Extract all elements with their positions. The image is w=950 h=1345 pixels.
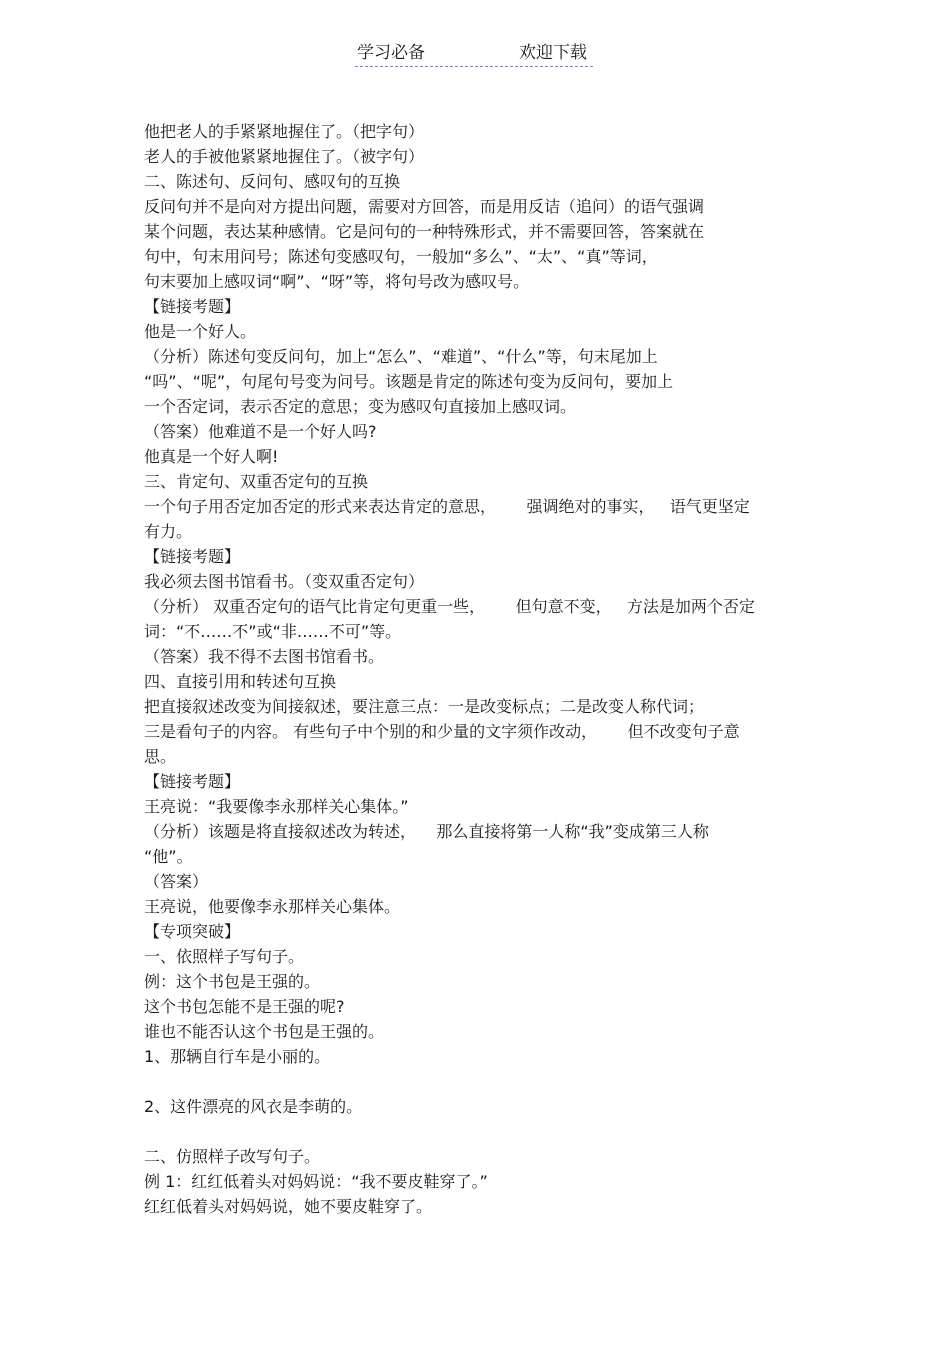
text-line: 句末要加上感叹词“啊”、“呀”等，将句号改为感叹号。 [144, 272, 530, 291]
text-line: 词：“不……不”或“非……不可”等。 [144, 622, 402, 641]
text-line: 我必须去图书馆看书。（变双重否定句） [144, 572, 425, 591]
answer-space [144, 1119, 814, 1144]
text-line: 谁也不能否认这个书包是王强的。 [144, 1022, 385, 1041]
text-line: （分析）该题是将直接叙述改为转述， 那么直接将第一人称“我”变成第三人称 [144, 822, 709, 841]
section-heading: 一、依照样子写句子。 [144, 947, 305, 966]
subsection-heading: 【链接考题】 [144, 547, 241, 566]
text-line: 王亮说，他要像李永那样关心集体。 [144, 897, 401, 916]
text-line: 这个书包怎能不是王强的呢? [144, 997, 345, 1016]
text-line: 例：这个书包是王强的。 [144, 972, 321, 991]
section-heading: 三、肯定句、双重否定句的互换 [144, 472, 369, 491]
text-line: 他把老人的手紧紧地握住了。（把字句） [144, 122, 425, 141]
text-line: （答案）他难道不是一个好人吗? [144, 422, 377, 441]
text-line: （分析）陈述句变反问句，加上“怎么”、“难道”、“什么”等，句末尾加上 [144, 347, 658, 366]
text-line: 思。 [144, 747, 177, 766]
text-line: 他真是一个好人啊! [144, 447, 279, 466]
text-line: 他是一个好人。 [144, 322, 257, 341]
answer-space [144, 1069, 814, 1094]
page-header [355, 40, 593, 67]
text-line: “吗”、“呢”，句尾句号变为问号。该题是肯定的陈述句变为反问句，要加上 [144, 372, 674, 391]
text-line: 一个句子用否定加否定的形式来表达肯定的意思， 强调绝对的事实， 语气更坚定 [144, 497, 750, 516]
exercise-item: 1、那辆自行车是小丽的。 [144, 1047, 331, 1066]
exercise-item: 2、这件漂亮的风衣是李萌的。 [144, 1097, 363, 1116]
document-body [144, 119, 814, 1219]
text-line: 把直接叙述改变为间接叙述，要注意三点：一是改变标点；二是改变人称代词； [144, 697, 705, 716]
subsection-heading: 【链接考题】 [144, 772, 241, 791]
subsection-heading: 【链接考题】 [144, 297, 241, 316]
text-line: （答案）我不得不去图书馆看书。 [144, 647, 385, 666]
text-line: 某个问题，表达某种感情。它是问句的一种特殊形式，并不需要回答，答案就在 [144, 222, 705, 241]
text-line: （分析） 双重否定句的语气比肯定句更重一些， 但句意不变， 方法是加两个否定 [144, 597, 755, 616]
text-line: （答案） [144, 872, 209, 891]
text-line: 红红低着头对妈妈说，她不要皮鞋穿了。 [144, 1197, 433, 1216]
section-heading: 四、直接引用和转述句互换 [144, 672, 337, 691]
text-line: 一个否定词，表示否定的意思；变为感叹句直接加上感叹词。 [144, 397, 577, 416]
text-line: 有力。 [144, 522, 193, 541]
subsection-heading: 【专项突破】 [144, 922, 241, 941]
header-left-text: 学习必备 [357, 43, 425, 63]
text-line: 例 1：红红低着头对妈妈说：“我不要皮鞋穿了。” [144, 1172, 488, 1191]
header-right-text: 欢迎下载 [519, 43, 587, 63]
text-line: 反问句并不是向对方提出问题，需要对方回答，而是用反诘（追问）的语气强调 [144, 197, 705, 216]
section-heading: 二、仿照样子改写句子。 [144, 1147, 321, 1166]
text-line: 句中，句末用问号；陈述句变感叹句，一般加“多么”、“太”、“真”等词， [144, 247, 658, 266]
text-line: 王亮说：“我要像李永那样关心集体。” [144, 797, 409, 816]
text-line: 三是看句子的内容。 有些句子中个别的和少量的文字须作改动， 但不改变句子意 [144, 722, 740, 741]
text-line: “他”。 [144, 847, 193, 866]
section-heading: 二、陈述句、反问句、感叹句的互换 [144, 172, 401, 191]
text-line: 老人的手被他紧紧地握住了。（被字句） [144, 147, 425, 166]
